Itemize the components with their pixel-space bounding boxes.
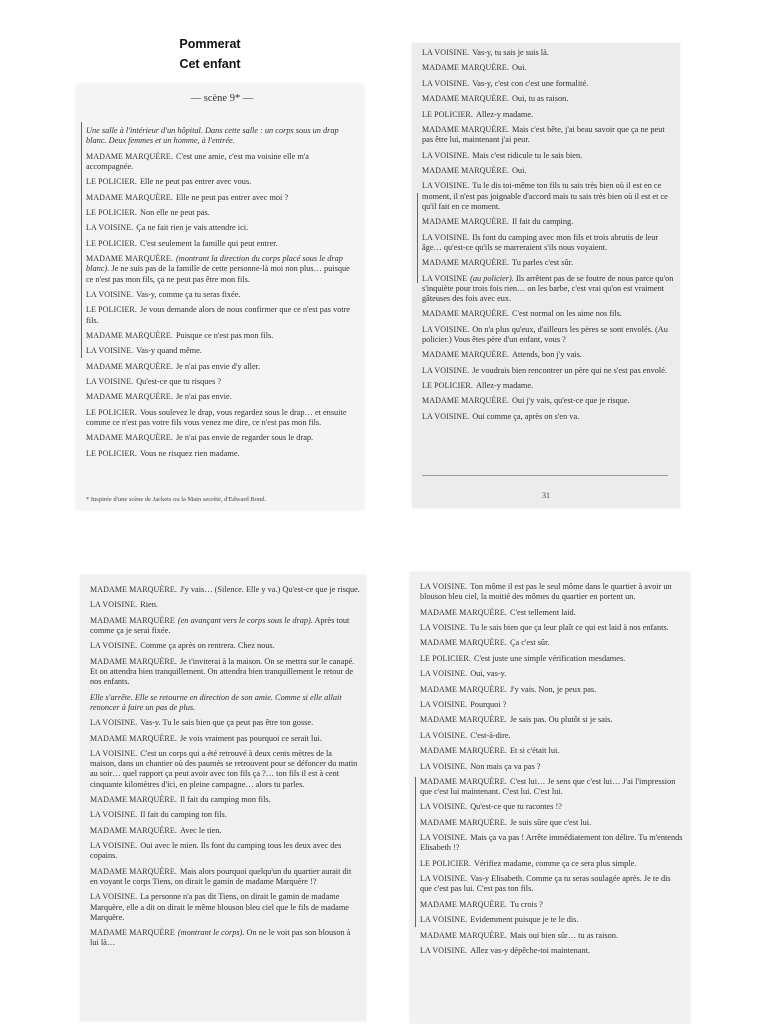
speaker-name: LA VOISINE.	[420, 761, 468, 771]
dialogue-line	[86, 346, 358, 356]
line-text: Ils font du camping avec mon fils et trois abrutis de leur âge… qu'est-ce qu'ils se marreraient s'ils nous voyaient.	[422, 232, 659, 252]
line-text: Mais alors pourquoi quelqu'un du quartier aurait dit en voyant le corps Tiens, on dirait le gamin de madame Marquère !?	[90, 866, 352, 886]
dialogue-line	[422, 166, 674, 176]
speaker-name: MADAME MARQUÈRE.	[420, 684, 507, 694]
line-text: Avec le tien.	[179, 825, 222, 835]
line-text: Elle ne peut pas entrer avec moi ?	[175, 192, 289, 202]
dialogue-line	[90, 892, 360, 923]
speaker-name: MADAME MARQUÈRE.	[90, 866, 177, 876]
dialogue-line	[86, 392, 358, 402]
speaker-name: MADAME MARQUÈRE.	[422, 165, 509, 175]
speaker-name: LA VOISINE.	[86, 289, 134, 299]
line-text: C'est-à-dire.	[470, 730, 511, 740]
speaker-name: MADAME MARQUÈRE.	[420, 899, 507, 909]
dialogue-line	[90, 616, 360, 636]
speaker-name: LA VOISINE.	[420, 946, 468, 956]
dialogue-line	[422, 325, 674, 345]
dialogue-line	[420, 777, 684, 797]
speaker-name: MADAME MARQUÈRE.	[90, 825, 177, 835]
line-text: Je sais pas. Ou plutôt si je sais.	[509, 715, 613, 725]
speaker-name: MADAME MARQUÈRE	[90, 615, 175, 625]
dialogue-line	[420, 900, 684, 910]
dialogue-line	[420, 931, 684, 941]
line-text: Il fait du camping ton fils.	[140, 810, 227, 820]
line-text: Mais c'est bête, j'ai beau savoir que ça ne peut pas être lui, maintenant j'ai peur.	[422, 124, 665, 145]
speaker-name: MADAME MARQUÈRE.	[86, 361, 173, 371]
speaker-name: MADAME MARQUÈRE.	[422, 396, 509, 406]
dialogue-line	[90, 749, 360, 790]
line-text: C'est juste une simple vérification mesdames.	[473, 653, 626, 663]
dialogue-line	[420, 685, 684, 695]
dialogue-line	[86, 223, 358, 233]
line-text: Qu'est-ce que tu risques ?	[136, 377, 222, 387]
dialogue-line	[90, 795, 360, 805]
line-text: Il fait du camping mon fils.	[179, 794, 271, 804]
speaker-name: LA VOISINE.	[422, 365, 470, 375]
line-text: Oui.	[511, 63, 527, 73]
speaker-name: LE POLICIER.	[86, 448, 137, 458]
line-text: On n'a plus qu'eux, d'ailleurs les pères se sont envolés. (Au policier.) Vous êtes père d'un enfant, vous ?	[422, 324, 668, 344]
speaker-name: MADAME MARQUÈRE.	[90, 656, 177, 666]
speaker-name: MADAME MARQUÈRE.	[422, 309, 509, 319]
dialogue-line	[422, 350, 674, 360]
speaker-name: LE POLICIER.	[422, 381, 473, 391]
dialogue-line	[422, 110, 674, 120]
speaker-name: LA VOISINE.	[86, 223, 134, 233]
speaker-name: MADAME MARQUÈRE.	[86, 151, 173, 161]
speaker-name: LE POLICIER.	[420, 653, 471, 663]
speaker-name: MADAME MARQUÈRE.	[86, 433, 173, 443]
speaker-name: LA VOISINE.	[422, 232, 470, 242]
dialogue-line	[420, 746, 684, 756]
speaker-name: LE POLICIER.	[422, 109, 473, 119]
line-text: Je suis sûre que c'est lui.	[509, 817, 592, 827]
line-text: Une salle à l'intérieur d'un hôpital. Dans cette salle : un corps sous un drap blanc. Deux femmes et un homme, à l'entrée.	[86, 126, 339, 146]
line-text: Je vous demande alors de nous confirmer que ce n'est pas votre fils.	[86, 305, 350, 325]
line-text: Qu'est-ce que tu racontes !?	[470, 802, 562, 812]
dialogue-line	[420, 946, 684, 956]
speaker-name: MADAME MARQUÈRE.	[420, 607, 507, 617]
speaker-name: LA VOISINE.	[90, 892, 138, 902]
line-text: Ils arrêtent pas de se foutre de nous parce qu'on s'inquiète pour trois fois rien… on les barbe, c'est vrai qu'on est vraiment gâteuses des fois avec eux.	[422, 273, 674, 303]
line-text: C'est une amie, c'est ma voisine elle m'a accompagnée.	[86, 151, 309, 171]
dialogue-line	[86, 208, 358, 218]
stage-direction-inline: (en avançant vers le corps sous le drap).	[177, 615, 313, 625]
page-bottom-left	[80, 575, 366, 1021]
line-text: Mais ça va pas ! Arrête immédiatement ton délire. Tu m'entends Elisabeth !?	[420, 833, 683, 853]
line-text: Oui comme ça, après on s'en va.	[472, 411, 580, 421]
line-text: Vous ne risquez rien madame.	[139, 448, 240, 458]
line-text: Oui avec le mien. Ils font du camping tous les deux avec des copains.	[90, 841, 342, 861]
dialogue-list	[86, 126, 358, 459]
line-text: Vous soulevez le drap, vous regardez sous le drap… et ensuite comme ce n'est pas votre fils vous venez me dire, ce n'est pas mon fils.	[86, 407, 347, 428]
dialogue-line	[90, 810, 360, 820]
dialogue-line	[422, 412, 674, 422]
line-text: Je voudrais bien rencontrer un père qui ne s'est pas envolé.	[472, 365, 667, 375]
speaker-name: LA VOISINE.	[86, 377, 134, 387]
line-text: Vas-y quand même.	[136, 346, 202, 356]
stage-direction-inline: (au policier).	[470, 273, 514, 283]
speaker-name: MADAME MARQUÈRE.	[422, 258, 509, 268]
dialogue-line	[90, 734, 360, 744]
dialogue-line	[422, 63, 674, 73]
dialogue-line	[90, 826, 360, 836]
line-text: Mais oui bien sûr… tu as raison.	[509, 930, 619, 940]
dialogue-line	[420, 654, 684, 664]
line-text: Ton môme il est pas le seul môme dans le quartier à avoir un blouson bleu ciel, la moitié des mômes du quartier en portent un.	[420, 582, 672, 602]
dialogue-line	[420, 608, 684, 618]
line-text: Allez-y madame.	[475, 381, 534, 391]
speaker-name: LA VOISINE.	[422, 78, 470, 88]
speaker-name: LA VOISINE.	[420, 915, 468, 925]
speaker-name: LA VOISINE.	[420, 622, 468, 632]
speaker-name: LE POLICIER.	[86, 305, 137, 315]
dialogue-line	[420, 802, 684, 812]
speaker-name: MADAME MARQUÈRE.	[422, 94, 509, 104]
speaker-name: MADAME MARQUÈRE.	[86, 392, 173, 402]
speaker-name: LA VOISINE	[422, 273, 468, 283]
speaker-name: LA VOISINE.	[90, 748, 138, 758]
line-text: Tu le sais bien que ça leur plaît ce qui est laid à nos enfants.	[470, 622, 669, 632]
page-top-left	[76, 84, 364, 510]
dialogue-line	[86, 290, 358, 300]
line-text: Evidemment puisque je te le dis.	[470, 915, 579, 925]
line-text: Rien.	[140, 600, 158, 610]
speaker-name: LE POLICIER.	[86, 407, 137, 417]
dialogue-line	[422, 381, 674, 391]
dialogue-line	[422, 217, 674, 227]
speaker-name: MADAME MARQUÈRE.	[86, 254, 173, 264]
line-text: C'est seulement la famille qui peut entrer.	[139, 238, 278, 248]
dialogue-line	[420, 731, 684, 741]
speaker-name: LA VOISINE.	[86, 346, 134, 356]
speaker-name: MADAME MARQUÈRE.	[420, 776, 507, 786]
dialogue-line	[86, 254, 358, 285]
line-text: Après tout comme ça je serai fixée.	[90, 615, 350, 635]
page-rule	[422, 475, 668, 476]
dialogue-line	[422, 233, 674, 253]
margin-bracket	[417, 193, 418, 283]
dialogue-line	[420, 762, 684, 772]
speaker-name: MADAME MARQUÈRE.	[90, 733, 177, 743]
stage-direction-inline: (montrant le corps).	[177, 928, 245, 938]
dialogue-line	[422, 48, 674, 58]
margin-bracket	[81, 122, 82, 358]
stage-direction-inline: (montrant la direction du corps placé sous le drap blanc).	[86, 254, 343, 274]
line-text: Oui.	[511, 165, 527, 175]
line-text: On ne le voit pas son blouson à lui là…	[90, 928, 351, 948]
speaker-name: MADAME MARQUÈRE.	[422, 63, 509, 73]
dialogue-line	[90, 928, 360, 948]
dialogue-line	[422, 151, 674, 161]
dialogue-line	[420, 582, 684, 602]
play-title: Cet enfant	[179, 57, 241, 71]
dialogue-list	[422, 48, 674, 422]
line-text: Comme ça après on rentrera. Chez nous.	[140, 641, 275, 651]
line-text: Je ne suis pas de la famille de cette personne-là moi non plus… puisque ce n'est pas mon fils, ça ne peut pas être mon fils.	[86, 264, 350, 284]
line-text: Vas-y Elisabeth. Comme ça tu seras soulagée après. Je te dis que c'est pas lui. C'est pas ton fils.	[420, 874, 671, 894]
dialogue-line	[422, 309, 674, 319]
dialogue-line	[90, 718, 360, 728]
speaker-name: MADAME MARQUÈRE.	[420, 715, 507, 725]
line-text: Mais c'est ridicule tu le sais bien.	[472, 150, 583, 160]
speaker-name: MADAME MARQUÈRE.	[90, 585, 177, 594]
speaker-name: LA VOISINE.	[422, 181, 470, 191]
speaker-name: MADAME MARQUÈRE.	[422, 124, 509, 134]
line-text: Et si c'était lui.	[509, 746, 560, 756]
speaker-name: LA VOISINE.	[420, 699, 468, 709]
line-text: Elle ne peut pas entrer avec vous.	[139, 177, 252, 187]
speaker-name: LA VOISINE.	[422, 48, 470, 57]
dialogue-line	[90, 641, 360, 651]
dialogue-line	[86, 239, 358, 249]
speaker-name: LA VOISINE.	[420, 833, 468, 843]
line-text: J'y vais. Non, je peux pas.	[509, 684, 597, 694]
dialogue-line	[90, 867, 360, 887]
dialogue-line	[422, 258, 674, 268]
line-text: Vas-y, tu sais je suis là.	[472, 48, 549, 57]
speaker-name: LA VOISINE.	[90, 600, 138, 610]
dialogue-line	[420, 915, 684, 925]
speaker-name: MADAME MARQUÈRE.	[422, 217, 509, 227]
speaker-name: LA VOISINE.	[422, 324, 470, 334]
line-text: Attends, bon j'y vais.	[511, 350, 582, 360]
dialogue-line	[86, 331, 358, 341]
line-text: La personne n'a pas dit Tiens, on dirait le gamin de madame Marquère, elle a dit on dirait le même blouson bleu ciel que le fils de madame Marquère.	[90, 892, 349, 922]
dialogue-line	[86, 177, 358, 187]
line-text: Non mais ça va pas ?	[470, 761, 541, 771]
speaker-name: MADAME MARQUÈRE.	[420, 746, 507, 756]
line-text: Je n'ai pas envie.	[175, 392, 232, 402]
speaker-name: LA VOISINE.	[422, 150, 470, 160]
speaker-name: MADAME MARQUÈRE.	[86, 192, 173, 202]
dialogue-line	[86, 193, 358, 203]
line-text: C'est normal on les aime nos fils.	[511, 309, 622, 319]
page-top-right	[412, 43, 680, 508]
line-text: Vas-y, c'est con c'est une formalité.	[472, 78, 589, 88]
line-text: Puisque ce n'est pas mon fils.	[175, 330, 274, 340]
speaker-name: MADAME MARQUÈRE.	[86, 330, 173, 340]
speaker-name: MADAME MARQUÈRE.	[420, 638, 507, 648]
line-text: Non elle ne peut pas.	[139, 207, 210, 217]
speaker-name: MADAME MARQUÈRE	[90, 928, 175, 938]
line-text: C'est lui… Je sens que c'est lui… J'ai l'impression que c'est lui maintenant. C'est lui. C'est lui.	[420, 776, 676, 797]
line-text: Allez vas-y dépêche-toi maintenant.	[470, 946, 590, 956]
line-text: Ça c'est sûr.	[509, 638, 550, 648]
dialogue-line	[420, 669, 684, 679]
line-text: Je vois vraiment pas pourquoi ce serait lui.	[179, 733, 322, 743]
dialogue-line	[420, 818, 684, 828]
dialogue-line	[422, 94, 674, 104]
speaker-name: LA VOISINE.	[90, 810, 138, 820]
dialogue-line	[420, 638, 684, 648]
dialogue-line	[420, 623, 684, 633]
dialogue-line	[86, 362, 358, 372]
line-text: Je t'inviterai à la maison. On se mettra sur le canapé. Et on attendra bien tranquillement. On attendra bien tranquillement le retour de nos enfants.	[90, 656, 355, 687]
dialogue-line	[86, 305, 358, 325]
line-text: Allez-y madame.	[475, 109, 534, 119]
speaker-name: MADAME MARQUÈRE.	[420, 817, 507, 827]
speaker-name: LA VOISINE.	[420, 802, 468, 812]
document-header	[150, 34, 270, 74]
line-text: Tu le dis toi-même ton fils tu sais très bien où il est en ce moment, il n'est pas joignable d'accord mais tu sais très bien où il est et ce qu'il fait en ce moment.	[422, 181, 668, 211]
speaker-name: LA VOISINE.	[420, 874, 468, 884]
dialogue-line	[90, 841, 360, 861]
speaker-name: LA VOISINE.	[90, 841, 138, 851]
speaker-name: LE POLICIER.	[86, 207, 137, 217]
speaker-name: LE POLICIER.	[420, 858, 471, 868]
line-text: Elle s'arrête. Elle se retourne en direction de son amie. Comme si elle allait renoncer à faire un pas de plus.	[90, 692, 342, 712]
dialogue-list	[420, 582, 684, 956]
speaker-name: LA VOISINE.	[420, 582, 468, 591]
dialogue-line	[90, 585, 360, 595]
speaker-name: LA VOISINE.	[420, 669, 468, 679]
dialogue-line	[420, 700, 684, 710]
dialogue-line	[422, 396, 674, 406]
dialogue-line	[86, 152, 358, 172]
scene-heading: — scène 9* —	[190, 93, 254, 104]
dialogue-line	[86, 408, 358, 428]
speaker-name: LA VOISINE.	[420, 730, 468, 740]
line-text: Tu parles c'est sûr.	[511, 258, 574, 268]
line-text: Vas-y. Tu le sais bien que ça peut pas être ton gosse.	[140, 718, 314, 728]
footnote: * Inspirée d'une scène de Jackets ou la Main secrète, d'Edward Bond.	[86, 496, 267, 503]
stage-direction	[86, 126, 358, 146]
dialogue-line	[420, 715, 684, 725]
dialogue-line	[422, 274, 674, 305]
dialogue-line	[422, 181, 674, 212]
speaker-name: LE POLICIER.	[86, 238, 137, 248]
dialogue-list	[90, 585, 360, 949]
speaker-name: MADAME MARQUÈRE.	[422, 350, 509, 360]
dialogue-line	[420, 874, 684, 894]
line-text: Pourquoi ?	[470, 699, 507, 709]
line-text: Oui, vas-y.	[470, 669, 507, 679]
line-text: Ça ne fait rien je vais attendre ici.	[136, 223, 249, 233]
speaker-name: LE POLICIER.	[86, 177, 137, 187]
line-text: Vérifiez madame, comme ça ce sera plus simple.	[473, 858, 637, 868]
speaker-name: LA VOISINE.	[422, 411, 470, 421]
dialogue-line	[420, 833, 684, 853]
line-text: C'est un corps qui a été retrouvé à deux cents mètres de la maison, dans un chantier où des paumés se retrouvent pour se défoncer du matin au soir… quel rapport ça peut avoir avec ton fils ça ?… ton fils il est à cent cinquante kilomètres d'ici, en pleine campagne… alors tu parles.	[90, 748, 358, 789]
dialogue-line	[422, 366, 674, 376]
dialogue-line	[86, 433, 358, 443]
dialogue-line	[90, 600, 360, 610]
speaker-name: LA VOISINE.	[90, 641, 138, 651]
margin-bracket	[415, 777, 416, 927]
speaker-name: MADAME MARQUÈRE.	[420, 930, 507, 940]
page-bottom-right	[410, 572, 690, 1024]
dialogue-line	[86, 449, 358, 459]
line-text: J'y vais… (Silence. Elle y va.) Qu'est-ce que je risque.	[179, 585, 360, 594]
line-text: Oui, tu as raison.	[511, 94, 569, 104]
line-text: Il fait du camping.	[511, 217, 574, 227]
dialogue-line	[420, 859, 684, 869]
speaker-name: LA VOISINE.	[90, 718, 138, 728]
speaker-name: MADAME MARQUÈRE.	[90, 794, 177, 804]
author-name: Pommerat	[179, 37, 241, 51]
line-text: Tu crois ?	[509, 899, 543, 909]
line-text: Je n'ai pas envie d'y aller.	[175, 361, 261, 371]
stage-direction	[90, 693, 360, 713]
line-text: Je n'ai pas envie de regarder sous le drap.	[175, 433, 314, 443]
page-number: 31	[542, 491, 550, 500]
dialogue-line	[422, 125, 674, 145]
line-text: C'est tellement laid.	[509, 607, 576, 617]
dialogue-line	[90, 657, 360, 688]
dialogue-line	[86, 377, 358, 387]
line-text: Vas-y, comme ça tu seras fixée.	[136, 289, 241, 299]
line-text: Oui j'y vais, qu'est-ce que je risque.	[511, 396, 630, 406]
dialogue-line	[422, 79, 674, 89]
